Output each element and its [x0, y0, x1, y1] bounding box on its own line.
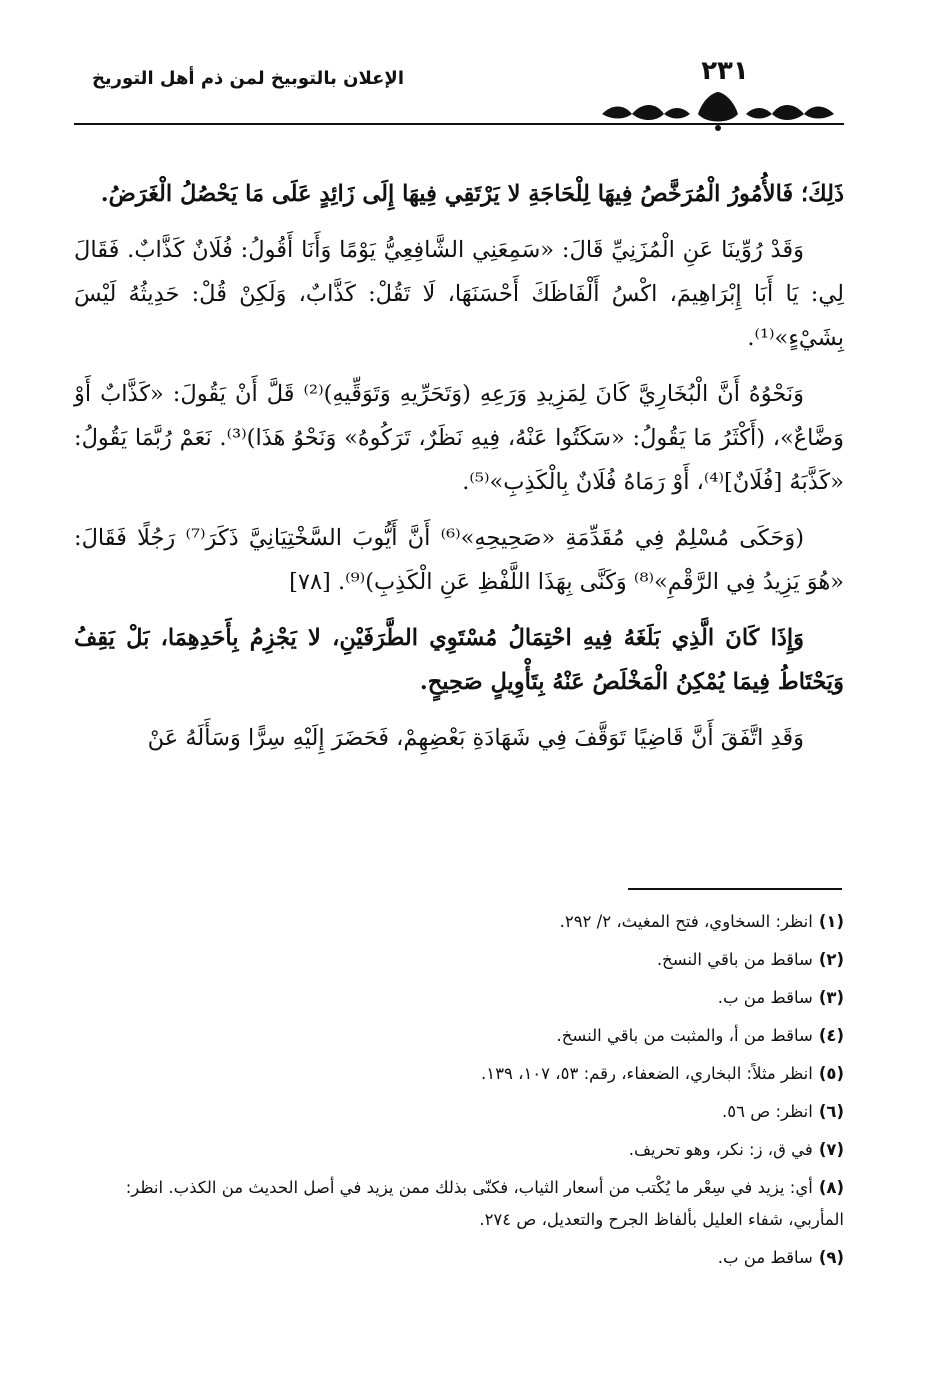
- paragraph: (وَحَكَى مُسْلِمٌ فِي مُقَدِّمَةِ «صَحِيحِهِ»⁽⁶⁾ أَنَّ أَيُّوبَ السَّخْتِيَانِيَّ ذَكَرَ⁽⁷⁾ رَجُلًا فَقَالَ: «هُوَ يَزِيدُ فِي الرَّقْمِ»⁽⁸⁾ وَكَنَّى بِهَذَا اللَّفْظِ عَنِ الْكَذِبِ)⁽⁹⁾. [٧٨]: [74, 525, 844, 595]
- footnote-text: انظر: السخاوي، فتح المغيث، ٢/ ٢٩٢.: [559, 912, 813, 931]
- footnote-text: ساقط من ب.: [717, 988, 813, 1007]
- footnote: [74, 944, 844, 976]
- footnote: [74, 906, 844, 938]
- page-number: ٢٣١: [701, 56, 749, 86]
- header-ornament: [598, 90, 838, 134]
- footnote-number: (٩): [818, 1248, 844, 1267]
- footnotes: [74, 906, 844, 1280]
- footnote-number: (٥): [818, 1064, 844, 1083]
- running-header-title: الإعلان بالتوبيخ لمن ذم أهل التوريخ: [91, 68, 404, 89]
- paragraph: وَقَدْ رُوِّينَا عَنِ الْمُزَنِيِّ قَالَ: «سَمِعَنِي الشَّافِعِيُّ يَوْمًا وَأَنَا أَقُولُ: فُلَانٌ كَذَّابٌ. فَقَالَ لِي: يَا أَبَا إِبْرَاهِيمَ، اكْسُ أَلْفَاظَكَ أَحْسَنَهَا، لَا تَقُلْ: كَذَّابٌ، وَلَكِنْ قُلْ: حَدِيثُهُ لَيْسَ بِشَيْءٍ»⁽¹⁾.: [74, 237, 844, 351]
- footnote-text: ساقط من أ، والمثبت من باقي النسخ.: [556, 1026, 813, 1045]
- footnote: [74, 982, 844, 1014]
- footnote: [74, 1058, 844, 1090]
- footnote-number: (٨): [818, 1178, 844, 1197]
- footnote-text: انظر: ص ٥٦.: [722, 1102, 813, 1121]
- footnote: [74, 1134, 844, 1166]
- main-text: [74, 172, 844, 772]
- footnote-text: ساقط من باقي النسخ.: [656, 950, 813, 969]
- footnote-text: في ق، ز: نكر، وهو تحريف.: [628, 1140, 813, 1159]
- footnote-number: (٣): [818, 988, 844, 1007]
- header-rule: [74, 123, 844, 125]
- footnote-number: (٤): [818, 1026, 844, 1045]
- paragraph: ذَلِكَ؛ فَالأُمُورُ الْمُرَخَّصُ فِيهَا لِلْحَاجَةِ لا يَرْتَقِي فِيهَا إِلَى زَائِدٍ عَلَى مَا يَحْصُلُ الْغَرَضُ.: [100, 181, 844, 207]
- footnote-text: ساقط من ب.: [717, 1248, 813, 1267]
- footnote-number: (٧): [818, 1140, 844, 1159]
- paragraph: وَقَدِ اتَّفَقَ أَنَّ قَاضِيًا تَوَقَّفَ فِي شَهَادَةِ بَعْضِهِمْ، فَحَضَرَ إِلَيْهِ سِرًّا وَسَأَلَهُ عَنْ: [147, 725, 804, 751]
- footnote: [74, 1096, 844, 1128]
- footnote-text: أي: يزيد في سِعْر ما يُكْتب من أسعار الثياب، فكنّى بذلك ممن يزيد في أصل الحديث من الكذب. انظر: المأربي، شفاء العليل بألفاظ الجرح والتعديل، ص ٢٧٤.: [125, 1178, 844, 1229]
- paragraph: وَإِذَا كَانَ الَّذِي بَلَغَهُ فِيهِ احْتِمَالُ مُسْتَوِي الطَّرَفَيْنِ، لا يَجْزِمُ بِأَحَدِهِمَا، بَلْ يَقِفُ وَيَحْتَاطُ فِيمَا يُمْكِنُ الْمَخْلَصُ عَنْهُ بِتَأْوِيلٍ صَحِيحٍ.: [74, 625, 844, 695]
- footnote-number: (٢): [818, 950, 844, 969]
- footnote-separator: [628, 888, 842, 890]
- footnote: [74, 1242, 844, 1274]
- footnote: [74, 1020, 844, 1052]
- footnote-number: (١): [818, 912, 844, 931]
- footnote: [74, 1172, 844, 1236]
- footnote-number: (٦): [818, 1102, 844, 1121]
- footnote-text: انظر مثلاً: البخاري، الضعفاء، رقم: ٥٣، ١٠٧، ١٣٩.: [481, 1064, 813, 1083]
- paragraph: وَنَحْوُهُ أَنَّ الْبُخَارِيَّ كَانَ لِمَزِيدِ وَرَعِهِ (وَتَحَرِّيهِ وَتَوَقِّيهِ)⁽²⁾ قَلَّ أَنْ يَقُولَ: «كَذَّابٌ أَوْ وَضَّاعٌ»، (أَكْثَرُ مَا يَقُولُ: «سَكَتُوا عَنْهُ، فِيهِ نَظَرٌ، تَرَكُوهُ» وَنَحْوُ هَذَا)⁽³⁾. نَعَمْ رُبَّمَا يَقُولُ: «كَذَّبَهُ [فُلَانٌ]⁽⁴⁾، أَوْ رَمَاهُ فُلَانٌ بِالْكَذِبِ»⁽⁵⁾.: [74, 381, 844, 495]
